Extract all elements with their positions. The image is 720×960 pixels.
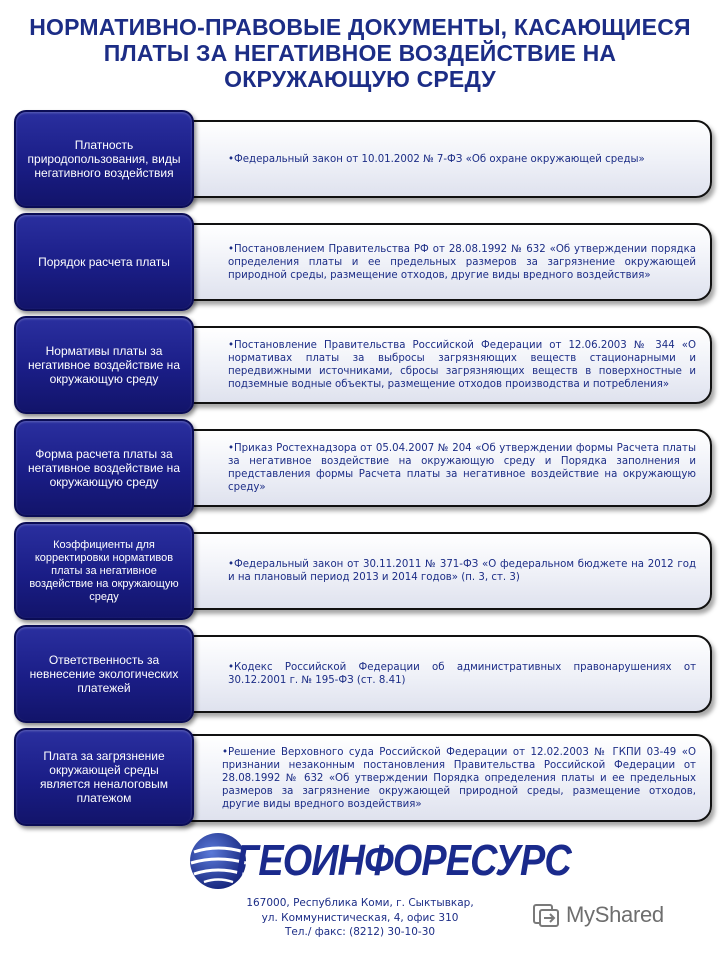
document-text: •Кодекс Российской Федерации об административных правонарушениях от 30.12.2001 г. № 195-ФЗ (ст. 8.41) xyxy=(228,662,696,686)
address-line: ул. Коммунистическая, 4, офис 310 xyxy=(261,911,459,924)
address-line: 167000, Республика Коми, г. Сыктывкар, xyxy=(246,897,474,909)
company-logo xyxy=(188,828,571,894)
title-line: НОРМАТИВНО-ПРАВОВЫЕ ДОКУМЕНТЫ, КАСАЮЩИЕСЯ xyxy=(29,14,691,40)
document-text: •Постановлением Правительства РФ от 28.08.1992 № 632 «Об утверждении порядка определения платы и ее предельных размеров за загрязнение окружающей природной среды, размещение отходов, другие виды вредного воздействия» xyxy=(228,243,696,281)
document-row xyxy=(14,625,704,723)
watermark-text: MyShared xyxy=(566,902,664,927)
myshared-icon xyxy=(532,901,560,929)
document-box xyxy=(164,120,712,198)
topic-label xyxy=(14,110,194,208)
topic-label xyxy=(14,316,194,414)
document-box xyxy=(164,326,712,404)
topic-label xyxy=(14,728,194,826)
document-row xyxy=(14,419,704,517)
topic-label-text: Коэффициенты для корректировки нормативов платы за негативное воздействие на окружающую среду xyxy=(29,538,179,603)
topic-label-text: Плата за загрязнение окружающей среды является неналоговым платежом xyxy=(39,749,168,805)
topic-label-text: Нормативы платы за негативное воздействие на окружающую среду xyxy=(28,344,180,386)
document-text: •Федеральный закон от 30.11.2011 № 371-ФЗ «О федеральном бюджете на 2012 год и на плановый период 2013 и 2014 годов» (п. 3, ст. 3) xyxy=(228,559,696,583)
document-box xyxy=(164,532,712,610)
document-row xyxy=(14,213,704,311)
topic-label-text: Ответственность за невнесение экологических платежей xyxy=(29,653,179,695)
document-row xyxy=(14,728,704,826)
address-line: Тел./ факс: (8212) 30-10-30 xyxy=(284,926,436,938)
document-box xyxy=(164,635,712,713)
document-box xyxy=(164,734,712,822)
document-box xyxy=(164,429,712,507)
logo-text: ГЕОИНФОРЕСУРС xyxy=(236,836,571,885)
document-text: •Федеральный закон от 10.01.2002 № 7-ФЗ «Об охране окружающей среды» xyxy=(228,153,645,165)
topic-label xyxy=(14,213,194,311)
document-row xyxy=(14,110,704,208)
document-text: •Решение Верховного суда Российской Федерации от 12.02.2003 № ГКПИ 03-49 «О признании незаконным постановления Правительства Российской Федерации от 28.08.1992 № 632 «Об утверждении Порядка определения платы и ее предельных размеров за загрязнение окружающей природной среды, размещение отходов, другие виды вредного воздействия» xyxy=(222,746,696,810)
topic-label xyxy=(14,625,194,723)
document-row xyxy=(14,522,704,620)
document-text: •Приказ Ростехнадзора от 05.04.2007 № 204 «Об утверждении формы Расчета платы за негативное воздействие на окружающую среду и Порядка заполнения и представления формы Расчета платы за негативное воздействие на окружающую среду» xyxy=(228,443,696,493)
page-title xyxy=(0,14,720,92)
topic-label-text: Форма расчета платы за негативное воздействие на окружающую среду xyxy=(28,447,180,489)
topic-label-text: Платность природопользования, виды негативного воздействия xyxy=(27,138,181,180)
title-line: ПЛАТЫ ЗА НЕГАТИВНОЕ ВОЗДЕЙСТВИЕ НА xyxy=(103,40,617,66)
contact-address xyxy=(200,896,520,940)
document-row xyxy=(14,316,704,414)
topic-label-text: Порядок расчета платы xyxy=(38,255,170,269)
document-box xyxy=(164,223,712,301)
watermark xyxy=(532,900,702,930)
topic-label xyxy=(14,522,194,620)
title-line: ОКРУЖАЮЩУЮ СРЕДУ xyxy=(224,66,496,92)
topic-label xyxy=(14,419,194,517)
document-text: •Постановление Правительства Российской Федерации от 12.06.2003 № 344 «О нормативах платы за выбросы загрязняющих веществ стационарными и передвижными источниками, сбросы загрязняющих веществ в поверхностные и подземные водные объекты, размещение отходов производства и потребления» xyxy=(228,340,696,390)
